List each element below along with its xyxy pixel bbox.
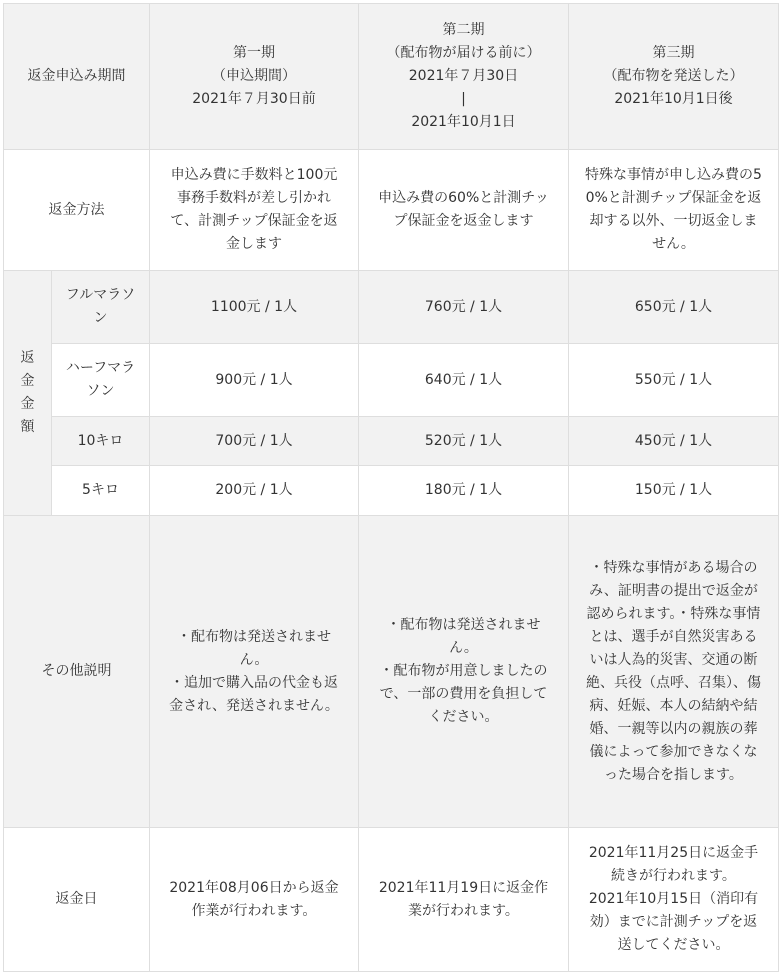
period-1-title: 第一期 bbox=[233, 45, 275, 61]
period-3-title: 第三期 bbox=[652, 45, 695, 61]
period-2-separator: | bbox=[461, 91, 466, 107]
period-1-note: （申込期間） bbox=[212, 68, 296, 84]
period-2-header bbox=[359, 4, 569, 150]
amount-cell: 640元 / 1人 bbox=[359, 344, 569, 417]
amount-label: 返 金 金 額 bbox=[4, 271, 52, 516]
date-label: 返金日 bbox=[4, 828, 150, 972]
method-row bbox=[4, 150, 779, 271]
period-label: 返金申込み期間 bbox=[27, 68, 126, 84]
date-period-3-note-2: 2021年10月15日（消印有効）までに計測チップを返送してください。 bbox=[588, 891, 759, 953]
date-period-1: 2021年08月06日から返金作業が行われます。 bbox=[150, 828, 359, 972]
period-2-title: 第二期 bbox=[442, 22, 485, 38]
date-row bbox=[4, 828, 779, 972]
header-row bbox=[4, 4, 779, 150]
refund-table bbox=[3, 3, 779, 972]
amount-row bbox=[4, 417, 779, 466]
amount-cell: 900元 / 1人 bbox=[150, 344, 359, 417]
method-period-3: 特殊な事情が申し込み費の50%と計測チップ保証金を返却する以外、一切返金しません。 bbox=[569, 150, 779, 271]
other-period-1-note-2: ・追加で購入品の代金も返金され、発送されません。 bbox=[169, 674, 339, 714]
period-2-start-date: 2021年７月30日 bbox=[408, 68, 519, 84]
other-period-2-note-1: ・配布物は発送されません。 bbox=[386, 617, 541, 656]
category-5k: 5キロ bbox=[52, 466, 150, 516]
amount-cell: 180元 / 1人 bbox=[359, 466, 569, 516]
date-period-3-note-1: 2021年11月25日に返金手続きが行われます。 bbox=[588, 845, 759, 884]
category-half-marathon: ハーフマラソン bbox=[52, 344, 150, 417]
amount-cell: 200元 / 1人 bbox=[150, 466, 359, 516]
amount-cell: 1100元 / 1人 bbox=[150, 271, 359, 344]
other-period-2-note-2: ・配布物が用意しましたので、一部の費用を負担してください。 bbox=[379, 663, 548, 725]
amount-cell: 550元 / 1人 bbox=[569, 344, 779, 417]
date-period-2: 2021年11月19日に返金作業が行われます。 bbox=[359, 828, 569, 972]
period-label-cell bbox=[4, 4, 150, 150]
amount-cell: 650元 / 1人 bbox=[569, 271, 779, 344]
period-3-note: （配布物を発送した） bbox=[603, 68, 744, 84]
amount-cell: 700元 / 1人 bbox=[150, 417, 359, 466]
amount-cell: 450元 / 1人 bbox=[569, 417, 779, 466]
amount-cell: 520元 / 1人 bbox=[359, 417, 569, 466]
amount-row bbox=[4, 466, 779, 516]
period-2-note: （配布物が届ける前に） bbox=[386, 45, 541, 61]
other-period-1-note-1: ・配布物は発送されません。 bbox=[177, 628, 331, 668]
amount-row bbox=[4, 271, 779, 344]
amount-row bbox=[4, 344, 779, 417]
category-full-marathon: フルマラソン bbox=[52, 271, 150, 344]
category-10k: 10キロ bbox=[52, 417, 150, 466]
other-label: その他説明 bbox=[4, 516, 150, 828]
method-period-2: 申込み費の60%と計測チップ保証金を返金します bbox=[359, 150, 569, 271]
period-3-date: 2021年10月1日後 bbox=[614, 91, 733, 107]
other-period-2 bbox=[359, 516, 569, 828]
other-period-3: ・特殊な事情がある場合のみ、証明書の提出で返金が認められます。・特殊な事情とは、選手が自然災害あるいは人為的災害、交通の断絶、兵役（点呼、召集）、傷病、妊娠、本人の結納や結婚、一親等以内の親族の葬儀によって参加できなくなった場合を指します。 bbox=[569, 516, 779, 828]
period-1-header bbox=[150, 4, 359, 150]
other-row bbox=[4, 516, 779, 828]
method-period-1: 申込み費に手数料と100元事務手数料が差し引かれて、計測チップ保証金を返金します bbox=[150, 150, 359, 271]
amount-cell: 150元 / 1人 bbox=[569, 466, 779, 516]
method-label: 返金方法 bbox=[4, 150, 150, 271]
period-3-header bbox=[569, 4, 779, 150]
amount-cell: 760元 / 1人 bbox=[359, 271, 569, 344]
period-2-end-date: 2021年10月1日 bbox=[411, 114, 516, 130]
period-1-date: 2021年７月30日前 bbox=[192, 91, 316, 107]
other-period-1 bbox=[150, 516, 359, 828]
date-period-3 bbox=[569, 828, 779, 972]
